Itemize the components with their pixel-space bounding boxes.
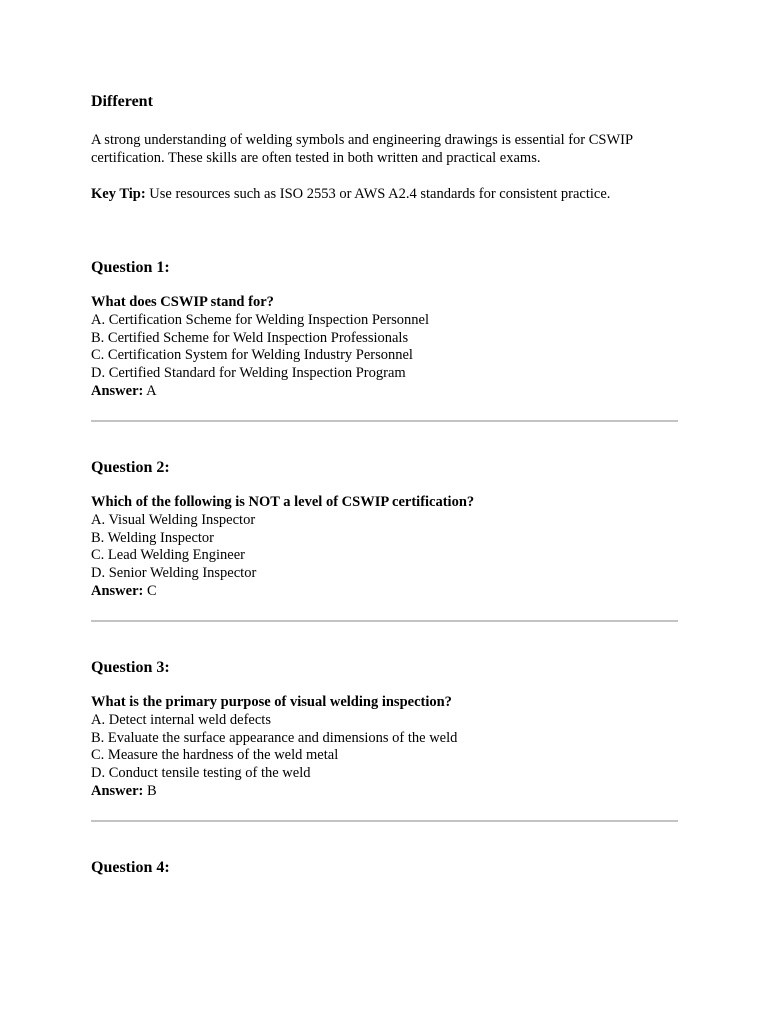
question-block-1 [91,258,678,401]
question-divider [91,420,678,422]
answer-label: Answer: [91,582,144,599]
key-tip-text: Use resources such as ISO 2553 or AWS A2.4 standards for consistent practice. [145,186,611,202]
option-a: A. Detect internal weld defects [91,711,271,728]
question-text: Which of the following is NOT a level of CSWIP certification? [91,494,475,510]
section-heading: Different [91,93,153,110]
question-block-4 [91,858,678,894]
question-title: Question 2: [91,459,170,476]
option-c: C. Lead Welding Engineer [91,547,245,564]
question-divider [91,620,678,622]
answer-value: C [143,582,157,599]
option-b: B. Evaluate the surface appearance and dimensions of the weld [91,729,458,746]
key-tip-label: Key Tip: [91,186,146,202]
question-title: Question 1: [91,259,170,276]
intro-paragraph: A strong understanding of welding symbols and engineering drawings is essential for CSWIP certification. These skills are often tested in both written and practical exams. [91,132,633,166]
answer-value: B [143,782,157,799]
question-divider [91,820,678,822]
key-tip [91,185,678,203]
option-d: D. Certified Standard for Welding Inspection Program [91,365,406,382]
option-b: B. Certified Scheme for Weld Inspection Professionals [91,329,409,346]
option-a: A. Certification Scheme for Welding Inspection Personnel [91,311,430,328]
answer-value: A [143,382,157,399]
answer-label: Answer: [91,382,144,399]
question-block-2 [91,458,678,601]
answer-line [91,583,678,601]
answer-line [91,383,678,401]
question-text: What is the primary purpose of visual welding inspection? [91,694,452,710]
question-title: Question 3: [91,659,170,676]
option-b: B. Welding Inspector [91,529,215,546]
option-d: D. Senior Welding Inspector [91,565,257,582]
question-block-3 [91,658,678,801]
answer-line [91,783,678,801]
option-c: C. Certification System for Welding Industry Personnel [91,347,413,364]
question-title: Question 4: [91,859,170,876]
option-a: A. Visual Welding Inspector [91,511,256,528]
question-text: What does CSWIP stand for? [91,294,274,310]
option-d: D. Conduct tensile testing of the weld [91,765,311,782]
option-c: C. Measure the hardness of the weld metal [91,747,339,764]
answer-label: Answer: [91,782,144,799]
